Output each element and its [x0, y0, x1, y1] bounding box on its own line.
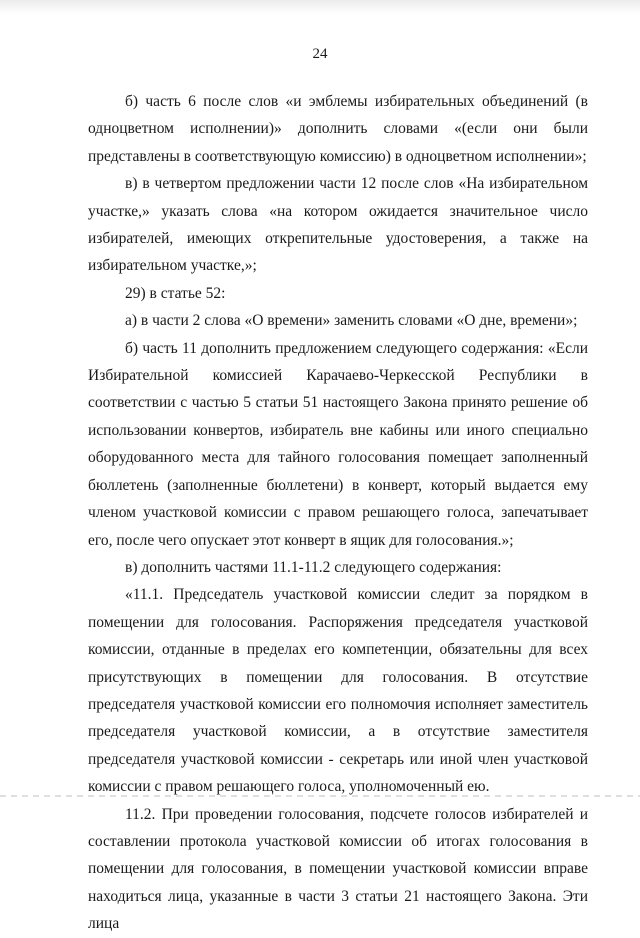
paragraph-part-11-2: 11.2. При проведении голосования, подсчете голосов избирателей и составлении протокола участковой комиссии об итогах голосования в помещении для голосования, в помещении участковой комиссии вправе находиться лица, указанные в части 3 статьи 21 настоящего Закона. Эти лица — [88, 805, 588, 933]
paragraph-amendment-b-part-11: б) часть 11 дополнить предложением следующего содержания: «Если Избирательной комиссией Карачаево-Черкесской Республики в соответствии с частью 5 статьи 51 настоящего Закона принято решение об использовании конвертов, избиратель вне кабины или иного специально оборудованного места для тайного голосования помещает заполненный бюллетень (заполненные бюллетени) в конверт, который выдается ему членом участковой комиссии с правом решающего голоса, запечатывает его, после чего опускает этот конверт в ящик для голосования.»; — [88, 339, 588, 549]
page-number: 24 — [312, 46, 328, 62]
scan-artifact-streak — [0, 795, 640, 797]
paragraph-part-11-1: «11.1. Председатель участковой комиссии следит за порядком в помещении для голосования. Распоряжения председателя участковой комиссии, отданные в пределах его компетенции, обязательны для всех присутствующих в помещении для голосования. В отсутствие председателя участковой комиссии его полномочия исполняет заместитель председателя участковой комиссии, а в отсутствие заместителя председателя участковой комиссии - секретарь или иной член участковой комиссии с правом решающего голоса, уполномоченный ею. — [88, 586, 588, 796]
paragraph-amendment-a-part-2: а) в части 2 слова «О времени» заменить словами «О дне, времени»; — [125, 312, 578, 330]
scan-shadow-top — [0, 0, 640, 14]
paragraph-amendment-v-part-12: в) в четвертом предложении части 12 после слов «На избирательном участке,» указать слова «на котором ожидается значительное число избирателей, имеющих открепительные удостоверения, а также на избирательном участке,»; — [88, 175, 588, 275]
document-body — [88, 88, 588, 938]
paragraph-item-29-article-52: 29) в статье 52: — [125, 284, 226, 302]
paragraph-amendment-b-part-6: б) часть 6 после слов «и эмблемы избирательных объединений (в одноцветном исполнении)» дополнить словами «(если они были представлены в соответствующую комиссию) в одноцветном исполнении»; — [88, 93, 588, 165]
paragraph-amendment-v-parts-11-1-11-2: в) дополнить частями 11.1-11.2 следующего содержания: — [125, 558, 502, 576]
